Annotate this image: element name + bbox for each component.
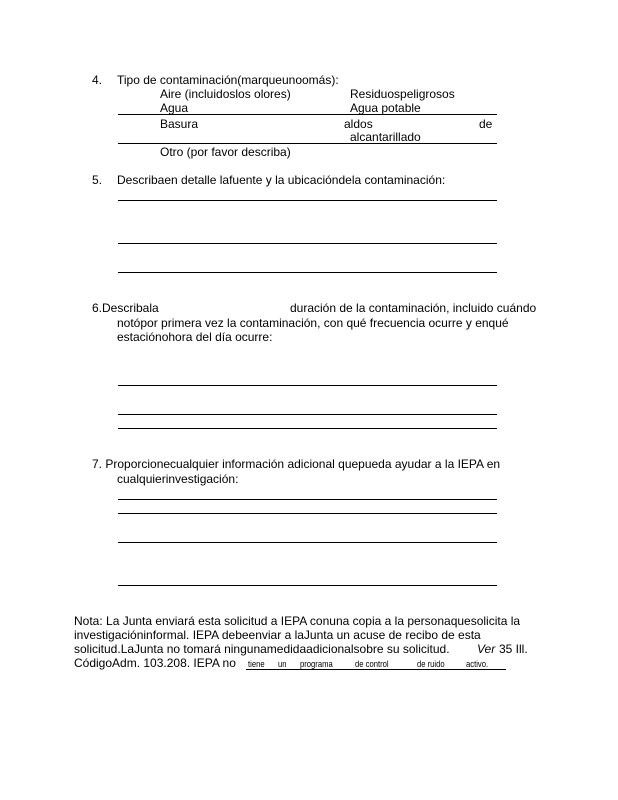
q7-answer-line-4[interactable] — [118, 585, 497, 586]
q4-divider-1 — [118, 114, 497, 115]
note-line-3: solicitud.LaJunta no tomará ningunamedidaadicionalsobre su solicitud. — [74, 642, 450, 656]
option-water: Agua — [160, 101, 189, 115]
q6-prompt-line-3: estaciónohora del día ocurre: — [117, 330, 273, 344]
note-word-de-ruido: de ruido — [417, 659, 445, 669]
q6-prompt-part-2: duración de la contaminación, incluido cuándo — [290, 301, 537, 315]
option-sewer-part-3: alcantarillado — [350, 130, 421, 144]
note-legal-reference: 35 Ill. — [499, 642, 528, 656]
option-other: Otro (por favor describa) — [160, 145, 291, 159]
q5-answer-line-1[interactable] — [118, 200, 497, 201]
note-underline — [246, 669, 506, 670]
q7-answer-line-1[interactable] — [118, 499, 497, 500]
note-word-de-control: de control — [355, 659, 389, 669]
q6-answer-line-2[interactable] — [118, 414, 497, 415]
q5-answer-line-3[interactable] — [118, 272, 497, 273]
q6-answer-line-3[interactable] — [118, 428, 497, 429]
option-potable-water: Agua potable — [350, 101, 421, 115]
note-word-tiene: tiene — [248, 659, 265, 669]
option-sewer-part-1: aldos — [344, 117, 373, 131]
note-word-activo: activo. — [466, 659, 489, 669]
option-air: Aire (incluidoslos olores) — [160, 87, 291, 101]
q7-answer-line-3[interactable] — [118, 542, 497, 543]
q7-prompt-line-2: cualquierinvestigación: — [117, 472, 239, 486]
option-sewer-part-2: de — [479, 117, 493, 131]
q5-answer-line-2[interactable] — [118, 243, 497, 244]
q6-prompt-line-2: notópor primera vez la contaminación, con qué frecuencia ocurre y enqué — [117, 316, 509, 330]
q5-prompt: Describaen detalle lafuente y la ubicacióndela contaminación: — [117, 173, 446, 187]
note-word-programa: programa — [300, 659, 333, 669]
q6-answer-line-1[interactable] — [118, 385, 497, 386]
q4-divider-2 — [118, 143, 497, 144]
note-line-1: Nota: La Junta enviará esta solicitud a IEPA conuna copia a la personaquesolicita la — [74, 614, 521, 628]
q6-prompt-part-1: 6.Describala — [92, 301, 159, 315]
q7-answer-line-2[interactable] — [118, 513, 497, 514]
q7-prompt-line-1: 7. Proporcionecualquier información adicional quepueda ayudar a la IEPA en — [92, 457, 501, 471]
note-word-un: un — [278, 659, 287, 669]
note-line-2: investigacióninformal. IEPA debeenviar a laJunta un acuse de recibo de esta — [74, 628, 481, 642]
note-ver: Ver — [477, 642, 496, 656]
q4-prompt: Tipo de contaminación(marqueunoomás): — [117, 73, 339, 87]
q5-number: 5. — [92, 173, 103, 187]
option-hazardous-waste: Residuospeligrosos — [350, 87, 455, 101]
q4-number: 4. — [92, 73, 103, 87]
option-trash: Basura — [160, 117, 199, 131]
note-line-4: CódigoAdm. 103.208. IEPA no — [74, 656, 236, 670]
